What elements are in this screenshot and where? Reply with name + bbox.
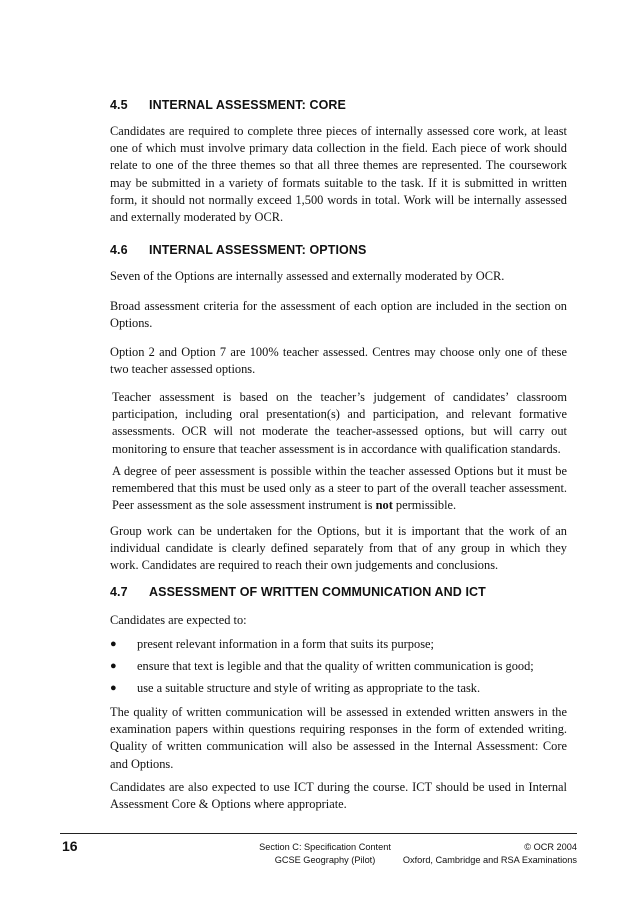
- footer-copyright: © OCR 2004: [524, 842, 577, 852]
- footer-divider: [60, 833, 577, 834]
- list-item-text: present relevant information in a form that suits its purpose;: [137, 637, 434, 651]
- paragraph-text: permissible.: [392, 498, 457, 513]
- bullet-icon: ●: [110, 682, 117, 694]
- section-title: INTERNAL ASSESSMENT: OPTIONS: [149, 243, 367, 257]
- paragraph-text: A degree of peer assessment is possible within the teacher assessed Options but it must be remembered that this must be used only as a steer to part of the overall teacher assessment. Peer assessment as the sole assessment instrument is: [112, 464, 567, 513]
- paragraph: Candidates are also expected to use ICT during the course. ICT should be used in Internal Assessment Core & Options where appropriate.: [110, 780, 567, 812]
- paragraph: Seven of the Options are internally assessed and externally moderated by OCR.: [110, 269, 505, 283]
- paragraph: Teacher assessment is based on the teacher’s judgement of candidates’ classroom participation, including oral presentation(s) and participation, and relevant formative assessments. OCR will not moderate the teacher-assessed options, but will carry out monitoring to ensure that teacher assessment is in accordance with qualification standards.: [112, 390, 567, 456]
- list-item-text: ensure that text is legible and that the quality of written communication is good;: [137, 659, 534, 673]
- footer-publisher: Oxford, Cambridge and RSA Examinations: [402, 854, 577, 865]
- section-number: 4.5: [110, 98, 128, 112]
- paragraph: Broad assessment criteria for the assessment of each option are included in the section on Options.: [110, 299, 567, 331]
- section-number: 4.6: [110, 243, 128, 257]
- section-heading-4-6: [110, 243, 366, 257]
- bullet-icon: ●: [110, 660, 117, 672]
- paragraph: Group work can be undertaken for the Options, but it is important that the work of an individual candidate is clearly defined separately from that of any group in which they work. Candidates are required to reach their own judgements and conclusions.: [110, 524, 567, 573]
- paragraph: [112, 463, 567, 515]
- section-heading-4-5: [110, 98, 346, 112]
- section-number: 4.7: [110, 585, 128, 599]
- page-number: 16: [62, 838, 78, 854]
- list-item-text: use a suitable structure and style of writing as appropriate to the task.: [137, 681, 481, 695]
- footer-section-label: Section C: Specification Content: [259, 842, 391, 852]
- emphasis-not: not: [375, 498, 393, 513]
- footer-course-label: GCSE Geography (Pilot): [274, 854, 376, 865]
- paragraph: Candidates are required to complete three pieces of internally assessed core work, at least one of which must involve primary data collection in the field. Each piece of work should relate to one of the three themes so that all three themes are represented. The coursework may be submitted in a variety of formats suitable to the task. If it is submitted in written form, it should not normally exceed 1,500 words in total. Work will be internally assessed and externally moderated by OCR.: [110, 124, 567, 225]
- section-title: INTERNAL ASSESSMENT: CORE: [149, 98, 346, 112]
- bullet-icon: ●: [110, 638, 117, 650]
- paragraph: The quality of written communication will be assessed in extended written answers in the examination papers within questions requiring responses in the form of extended writing. Quality of written communication will also be assessed in the Internal Assessment: Core and Options.: [110, 705, 567, 771]
- footer-right: [380, 841, 577, 866]
- section-title: ASSESSMENT OF WRITTEN COMMUNICATION AND ICT: [149, 585, 486, 599]
- paragraph: Candidates are expected to:: [110, 613, 247, 627]
- paragraph: Option 2 and Option 7 are 100% teacher assessed. Centres may choose only one of these two teacher assessed options.: [110, 345, 567, 377]
- section-heading-4-7: [110, 585, 486, 599]
